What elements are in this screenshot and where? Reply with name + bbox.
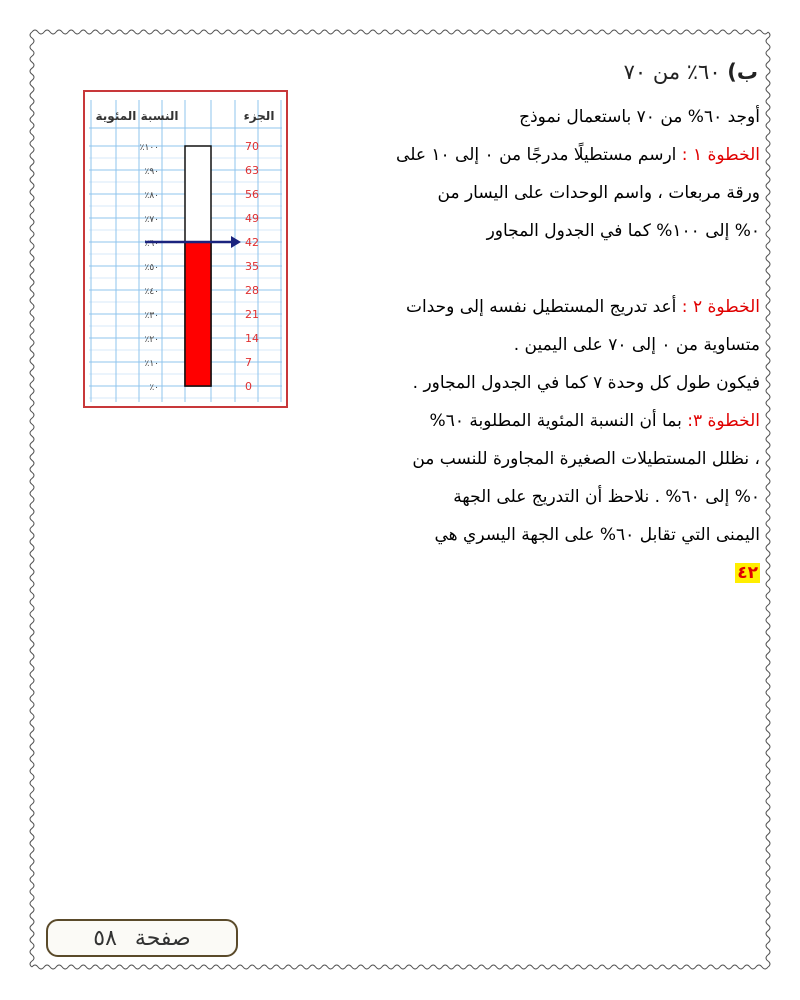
part-tick-label: 70: [245, 140, 259, 153]
part-tick-label: 21: [245, 308, 259, 321]
header-part: الجزء: [243, 109, 275, 123]
page-number: ٥٨: [93, 925, 117, 951]
heading-lead: ب): [727, 60, 758, 84]
text-line: فيكون طول كل وحدة ٧ كما في الجدول المجاور .: [412, 373, 760, 393]
step-1-label: الخطوة ١ :: [681, 145, 760, 165]
text-line: متساوية من ٠ إلى ٧٠ على اليمين .: [513, 335, 760, 355]
part-tick-label: 63: [245, 164, 259, 177]
page-number-tag: [46, 919, 238, 957]
part-tick-label: 28: [245, 284, 259, 297]
header-percent: النسبة المئوية: [95, 109, 179, 123]
border-wave: [766, 32, 770, 967]
bar-model-svg: [85, 92, 286, 406]
step-2-text: أعد تدريج المستطيل نفسه إلى وحدات: [405, 297, 682, 317]
step-3-line: [320, 402, 760, 440]
step-1-line: [320, 136, 760, 174]
percent-tick-label: ٪٥٠: [144, 263, 159, 273]
percent-tick-label: ٪٤٠: [144, 287, 159, 297]
border-wave: [30, 32, 34, 967]
percent-tick-label: ٪٢٠: [144, 335, 159, 345]
part-tick-label: 7: [245, 356, 252, 369]
text-line: ورقة مربعات ، واسم الوحدات على اليسار من: [437, 183, 760, 203]
percent-tick-label: ٪٠: [149, 383, 159, 393]
percent-tick-label: ٪٣٠: [144, 311, 159, 321]
part-tick-label: 35: [245, 260, 259, 273]
percent-tick-label: ٪٧٠: [144, 215, 159, 225]
percent-tick-label: ٪٨٠: [144, 191, 159, 201]
text-line: ٠% إلى ٦٠% . نلاحظ أن التدريج على الجهة: [453, 487, 760, 507]
answer-highlight: ٤٢: [737, 563, 758, 583]
step-3-label: الخطوة ٣:: [687, 411, 760, 431]
part-tick-label: 14: [245, 332, 259, 345]
percent-bar-model-figure: [83, 90, 288, 408]
part-tick-label: 0: [245, 380, 252, 393]
text-line: ، نظلل المستطيلات الصغيرة المجاورة للنسب من: [412, 449, 760, 469]
part-tick-label: 42: [245, 236, 259, 249]
step-3-text: بما أن النسبة المئوية المطلوبة ٦٠%: [429, 411, 688, 431]
heading-rest: ٦٠٪ من ٧٠: [623, 60, 728, 84]
arrow-head: [231, 236, 241, 248]
part-tick-label: 49: [245, 212, 259, 225]
border-wave: [32, 965, 768, 969]
percent-tick-label: ٪٩٠: [144, 167, 159, 177]
percent-tick-label: ٪٦٠: [144, 239, 159, 249]
step-2-line: [320, 288, 760, 326]
step-2-label: الخطوة ٢ :: [681, 297, 760, 317]
part-tick-label: 56: [245, 188, 259, 201]
step-1-text: ارسم مستطيلًا مدرجًا من ٠ إلى ١٠ على: [396, 145, 682, 165]
text-line: اليمنى التي تقابل ٦٠% على الجهة اليسري هي: [434, 525, 760, 545]
border-wave: [32, 30, 768, 34]
bar-shaded-part: [185, 242, 211, 386]
percent-tick-label: ٪١٠: [144, 359, 159, 369]
answer-line: [320, 554, 760, 592]
page-word: صفحة: [134, 925, 191, 951]
text-line: أوجد ٦٠% من ٧٠ باستعمال نموذج: [519, 107, 760, 127]
percent-tick-label: ٪١٠٠: [139, 143, 159, 153]
problem-heading: [624, 60, 758, 84]
solution-text: [320, 98, 760, 592]
text-line: ٠% إلى ١٠٠% كما في الجدول المجاور: [486, 221, 760, 241]
